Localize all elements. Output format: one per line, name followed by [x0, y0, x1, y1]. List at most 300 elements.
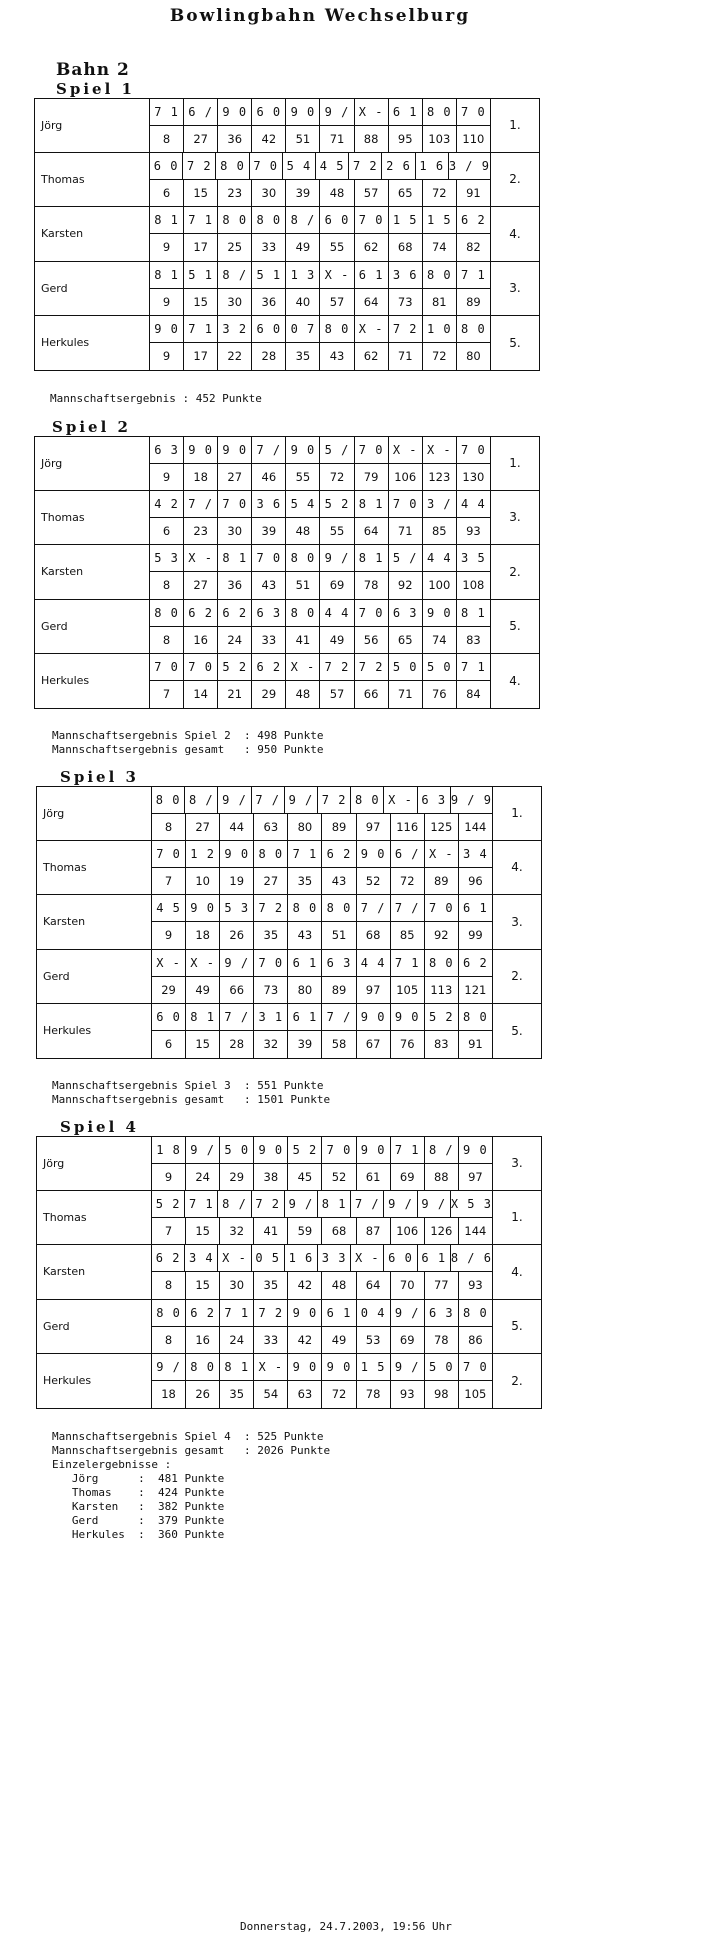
frame-cumulative: 35 [220, 1381, 254, 1407]
frame-cumulative: 35 [254, 922, 288, 948]
frame-cumulative: 116 [391, 814, 425, 840]
player-name: Jörg [35, 437, 150, 490]
frame-throws: 6 3 [418, 787, 451, 813]
frame-cumulative: 42 [288, 1327, 322, 1353]
frame-cumulative: 65 [389, 180, 423, 206]
frame-cumulative: 57 [355, 180, 389, 206]
player-row [34, 491, 540, 546]
frame-grid [152, 895, 493, 949]
frame-throws: 5 / [389, 545, 423, 571]
frame-throws: 6 2 [322, 841, 356, 867]
frame-cumulative: 71 [389, 681, 423, 707]
frame-throws: 3 5 [457, 545, 491, 571]
frame-cumulative: 27 [186, 814, 220, 840]
frame-cumulative: 33 [252, 627, 286, 653]
frame-cumulative: 35 [288, 868, 322, 894]
frame-cumulative: 9 [152, 922, 186, 948]
player-place: 3. [509, 281, 521, 296]
frame-grid [152, 787, 493, 840]
frame-throws: 9 0 [322, 1354, 356, 1380]
frame-cumulative: 68 [357, 922, 391, 948]
player-place: 1. [511, 806, 523, 821]
frame-cumulative: 39 [288, 1031, 322, 1057]
frame-cumulative: 23 [218, 180, 252, 206]
frame-cumulative: 28 [252, 343, 286, 369]
frame-throws: 7 2 [320, 654, 354, 680]
frame-cumulative: 21 [218, 681, 252, 707]
player-row [34, 262, 540, 317]
throws-row [152, 1300, 493, 1327]
frame-cumulative: 15 [186, 1218, 220, 1244]
frame-throws: 8 0 [150, 600, 184, 626]
frame-throws: 9 0 [357, 1004, 391, 1030]
frame-cumulative: 33 [252, 234, 286, 260]
frame-grid [152, 1300, 493, 1354]
player-row [36, 786, 542, 841]
frame-throws: 7 1 [457, 262, 491, 288]
frame-cumulative: 10 [186, 868, 220, 894]
frame-cumulative: 89 [322, 977, 356, 1003]
frame-cumulative: 130 [457, 464, 491, 490]
frame-throws: 7 2 [254, 1300, 288, 1326]
frame-throws: X - [152, 950, 186, 976]
frame-grid [150, 207, 491, 261]
game-summary [52, 1079, 330, 1107]
frame-cumulative: 110 [457, 126, 491, 152]
frame-throws: 7 / [391, 895, 425, 921]
player-place: 2. [511, 969, 523, 984]
summary-line: Mannschaftsergebnis gesamt : 950 Punkte [52, 743, 324, 756]
frame-throws: 6 3 [252, 600, 286, 626]
frame-throws: 6 3 [389, 600, 423, 626]
cumulative-row [152, 814, 493, 840]
throws-row [150, 316, 491, 343]
frame-throws: 7 2 [318, 787, 351, 813]
frame-throws: 7 1 [391, 950, 425, 976]
frame-cumulative: 97 [357, 814, 391, 840]
frame-throws: 1 5 [389, 207, 423, 233]
frame-throws: 3 4 [459, 841, 493, 867]
cumulative-row [150, 464, 491, 490]
frame-throws: 5 2 [320, 491, 354, 517]
frame-cumulative: 14 [184, 681, 218, 707]
frame-throws: 6 0 [252, 316, 286, 342]
frame-cumulative: 8 [150, 126, 184, 152]
frame-throws: 9 0 [459, 1137, 493, 1163]
frame-cumulative: 61 [357, 1164, 391, 1190]
frame-cumulative: 9 [150, 289, 184, 315]
frame-cumulative: 24 [220, 1327, 254, 1353]
throws-row [150, 99, 491, 126]
frame-cumulative: 41 [286, 627, 320, 653]
frame-throws: X - [384, 787, 417, 813]
frame-cumulative: 83 [457, 627, 491, 653]
throws-row [150, 437, 491, 464]
player-place: 5. [511, 1023, 523, 1038]
frame-throws: 6 3 [425, 1300, 459, 1326]
frame-cumulative: 63 [288, 1381, 322, 1407]
frame-throws: X - [254, 1354, 288, 1380]
frame-throws: 7 1 [220, 1300, 254, 1326]
frame-throws: 6 2 [184, 600, 218, 626]
frame-cumulative: 24 [218, 627, 252, 653]
frame-cumulative: 77 [425, 1272, 459, 1298]
frame-throws: 1 5 [423, 207, 457, 233]
frame-cumulative: 78 [425, 1327, 459, 1353]
frame-cumulative: 27 [184, 572, 218, 598]
game-title: Spiel 2 [52, 418, 131, 436]
frame-throws: 7 0 [355, 600, 389, 626]
frame-throws: 8 / [425, 1137, 459, 1163]
game-title: Spiel 1 [56, 80, 135, 98]
frame-cumulative: 80 [457, 343, 491, 369]
frame-throws: 8 / [185, 787, 218, 813]
frame-cumulative: 71 [389, 343, 423, 369]
throws-row [150, 654, 491, 681]
frame-throws: X - [184, 545, 218, 571]
frame-throws: 8 0 [286, 600, 320, 626]
player-name: Karsten [37, 895, 152, 949]
frame-cumulative: 108 [457, 572, 491, 598]
frame-throws: 8 0 [423, 262, 457, 288]
frame-throws: 6 2 [252, 654, 286, 680]
frame-throws: 9 / [391, 1354, 425, 1380]
frame-throws: 7 1 [184, 316, 218, 342]
frame-throws: 7 2 [254, 895, 288, 921]
frame-cumulative: 78 [355, 572, 389, 598]
frame-cumulative: 40 [286, 289, 320, 315]
frame-cumulative: 41 [254, 1218, 288, 1244]
frame-throws: X - [286, 654, 320, 680]
frame-cumulative: 27 [184, 126, 218, 152]
frame-cumulative: 7 [150, 681, 184, 707]
frame-cumulative: 49 [286, 234, 320, 260]
frame-cumulative: 48 [286, 681, 320, 707]
frame-throws: 3 / 9 [449, 153, 491, 179]
summary-line: Einzelergebnisse : [52, 1458, 172, 1471]
frame-throws: 3 / [423, 491, 457, 517]
frame-throws: 8 0 [322, 895, 356, 921]
frame-cumulative: 26 [186, 1381, 220, 1407]
throws-row [150, 491, 491, 518]
summary-line: Mannschaftsergebnis Spiel 3 : 551 Punkte [52, 1079, 324, 1092]
frame-throws: 8 0 [152, 787, 185, 813]
frame-throws: 8 1 [318, 1191, 351, 1217]
frame-throws: X - [186, 950, 220, 976]
player-name: Thomas [35, 153, 150, 207]
frame-cumulative: 63 [254, 814, 288, 840]
frame-cumulative: 106 [389, 464, 423, 490]
frame-cumulative: 27 [254, 868, 288, 894]
frame-cumulative: 92 [389, 572, 423, 598]
frame-cumulative: 25 [218, 234, 252, 260]
frame-grid [152, 1245, 493, 1299]
frame-throws: 6 3 [150, 437, 184, 463]
cumulative-row [150, 518, 491, 544]
frame-cumulative: 18 [184, 464, 218, 490]
frame-cumulative: 18 [152, 1381, 186, 1407]
frame-throws: 7 0 [250, 153, 283, 179]
frame-throws: 7 1 [184, 207, 218, 233]
frame-cumulative: 87 [357, 1218, 391, 1244]
frame-cumulative: 91 [459, 1031, 493, 1057]
frame-cumulative: 8 [150, 572, 184, 598]
player-place: 2. [509, 172, 521, 187]
frame-cumulative: 51 [286, 126, 320, 152]
frame-cumulative: 126 [425, 1218, 459, 1244]
player-row [34, 436, 540, 491]
frame-cumulative: 36 [252, 289, 286, 315]
frame-throws: 7 2 [349, 153, 382, 179]
frame-cumulative: 43 [288, 922, 322, 948]
frame-throws: 8 0 [218, 207, 252, 233]
frame-cumulative: 43 [320, 343, 354, 369]
frame-throws: 5 / [320, 437, 354, 463]
frame-cumulative: 100 [423, 572, 457, 598]
frame-throws: 9 / [285, 1191, 318, 1217]
player-name: Herkules [35, 316, 150, 370]
game-score-table [36, 786, 542, 1059]
frame-throws: 4 4 [320, 600, 354, 626]
player-row [36, 950, 542, 1005]
frame-throws: 8 0 [459, 1300, 493, 1326]
throws-row [150, 153, 491, 180]
frame-throws: 6 2 [459, 950, 493, 976]
player-name: Thomas [37, 841, 152, 895]
player-place: 1. [509, 456, 521, 471]
frame-cumulative: 76 [423, 681, 457, 707]
frame-throws: 4 5 [152, 895, 186, 921]
frame-cumulative: 49 [322, 1327, 356, 1353]
frame-throws: X - [218, 1245, 251, 1271]
frame-throws: 0 7 [286, 316, 320, 342]
frame-throws: 7 0 [355, 437, 389, 463]
frame-cumulative: 84 [457, 681, 491, 707]
frame-grid [150, 437, 491, 490]
player-place: 4. [509, 226, 521, 241]
frame-throws: 8 0 [457, 316, 491, 342]
player-place: 4. [511, 1264, 523, 1279]
player-name: Herkules [37, 1354, 152, 1408]
frame-cumulative: 29 [220, 1164, 254, 1190]
frame-cumulative: 29 [252, 681, 286, 707]
game-summary [52, 729, 324, 757]
frame-throws: 1 3 [286, 262, 320, 288]
player-name: Thomas [35, 491, 150, 545]
frame-throws: 8 / [218, 262, 252, 288]
game-summary [50, 392, 262, 406]
summary-line: Mannschaftsergebnis Spiel 2 : 498 Punkte [52, 729, 324, 742]
frame-cumulative: 8 [152, 1272, 186, 1298]
frame-grid [150, 545, 491, 599]
frame-throws: 5 4 [286, 491, 320, 517]
frame-throws: 7 0 [152, 841, 186, 867]
frame-cumulative: 79 [355, 464, 389, 490]
cumulative-row [150, 627, 491, 653]
frame-cumulative: 76 [391, 1031, 425, 1057]
frame-throws: 5 3 [150, 545, 184, 571]
frame-throws: 5 4 [283, 153, 316, 179]
frame-cumulative: 89 [457, 289, 491, 315]
frame-throws: 9 0 [288, 1354, 322, 1380]
frame-cumulative: 57 [320, 681, 354, 707]
frame-throws: 8 0 [152, 1300, 186, 1326]
throws-row [150, 262, 491, 289]
player-name: Thomas [37, 1191, 152, 1245]
frame-throws: 7 0 [252, 545, 286, 571]
summary-line: Herkules : 360 Punkte [52, 1528, 225, 1541]
frame-cumulative: 43 [252, 572, 286, 598]
player-row [36, 841, 542, 896]
frame-cumulative: 27 [218, 464, 252, 490]
frame-cumulative: 88 [425, 1164, 459, 1190]
frame-throws: 5 0 [425, 1354, 459, 1380]
player-row [34, 600, 540, 655]
frame-cumulative: 73 [389, 289, 423, 315]
frame-throws: 8 1 [186, 1004, 220, 1030]
frame-cumulative: 144 [459, 1218, 493, 1244]
frame-cumulative: 68 [322, 1218, 356, 1244]
player-name: Jörg [37, 787, 152, 840]
frame-cumulative: 93 [459, 1272, 493, 1298]
cumulative-row [150, 343, 491, 369]
frame-throws: 3 6 [389, 262, 423, 288]
frame-cumulative: 144 [459, 814, 493, 840]
frame-cumulative: 66 [355, 681, 389, 707]
frame-cumulative: 78 [357, 1381, 391, 1407]
frame-throws: 7 2 [252, 1191, 285, 1217]
frame-cumulative: 59 [288, 1218, 322, 1244]
frame-throws: 9 0 [288, 1300, 322, 1326]
cumulative-row [150, 572, 491, 598]
frame-cumulative: 26 [220, 922, 254, 948]
frame-cumulative: 30 [218, 518, 252, 544]
frame-throws: 7 2 [183, 153, 216, 179]
frame-grid [152, 950, 493, 1004]
frame-throws: 9 0 [391, 1004, 425, 1030]
player-name: Herkules [35, 654, 150, 708]
frame-throws: 7 1 [150, 99, 184, 125]
cumulative-row [150, 289, 491, 315]
frame-throws: 9 / [320, 545, 354, 571]
summary-line: Gerd : 379 Punkte [52, 1514, 225, 1527]
frame-throws: 2 6 [382, 153, 415, 179]
frame-throws: 7 0 [355, 207, 389, 233]
frame-throws: 8 1 [220, 1354, 254, 1380]
cumulative-row [152, 1164, 493, 1190]
player-place: 5. [509, 335, 521, 350]
frame-cumulative: 44 [220, 814, 254, 840]
player-place: 5. [509, 619, 521, 634]
frame-cumulative: 105 [391, 977, 425, 1003]
player-name: Karsten [35, 207, 150, 261]
frame-cumulative: 85 [423, 518, 457, 544]
frame-throws: 0 4 [357, 1300, 391, 1326]
frame-throws: 9 0 [357, 1137, 391, 1163]
frame-grid [152, 841, 493, 895]
frame-cumulative: 72 [423, 343, 457, 369]
frame-throws: 8 0 [425, 950, 459, 976]
frame-cumulative: 96 [459, 868, 493, 894]
summary-line: Jörg : 481 Punkte [52, 1472, 225, 1485]
frame-throws: X - [423, 437, 457, 463]
frame-throws: 5 0 [423, 654, 457, 680]
frame-cumulative: 16 [186, 1327, 220, 1353]
frame-throws: 9 / [218, 787, 251, 813]
frame-throws: 8 0 [459, 1004, 493, 1030]
frame-throws: 8 1 [218, 545, 252, 571]
frame-throws: 9 0 [186, 895, 220, 921]
frame-cumulative: 39 [252, 518, 286, 544]
frame-cumulative: 83 [425, 1031, 459, 1057]
player-name: Herkules [37, 1004, 152, 1058]
player-row [36, 1300, 542, 1355]
frame-throws: X - [355, 316, 389, 342]
frame-throws: 6 1 [459, 895, 493, 921]
sheet-title: Bowlingbahn Wechselburg [169, 6, 471, 26]
frame-throws: 6 0 [252, 99, 286, 125]
frame-throws: 9 0 [184, 437, 218, 463]
frame-throws: 7 1 [288, 841, 322, 867]
player-name: Karsten [37, 1245, 152, 1299]
frame-throws: 7 0 [425, 895, 459, 921]
frame-throws: 6 1 [322, 1300, 356, 1326]
frame-throws: 8 / [286, 207, 320, 233]
game-summary [52, 1430, 330, 1542]
frame-throws: 3 2 [218, 316, 252, 342]
frame-cumulative: 55 [320, 234, 354, 260]
frame-cumulative: 42 [288, 1272, 322, 1298]
frame-cumulative: 42 [252, 126, 286, 152]
frame-cumulative: 29 [152, 977, 186, 1003]
cumulative-row [150, 180, 491, 206]
frame-cumulative: 49 [320, 627, 354, 653]
frame-cumulative: 46 [252, 464, 286, 490]
throws-row [152, 841, 493, 868]
frame-throws: 9 / [220, 950, 254, 976]
frame-throws: X - [425, 841, 459, 867]
frame-cumulative: 64 [357, 1272, 391, 1298]
frame-cumulative: 22 [218, 343, 252, 369]
frame-throws: 9 / [186, 1137, 220, 1163]
player-name: Jörg [37, 1137, 152, 1190]
frame-cumulative: 30 [252, 180, 286, 206]
frame-throws: X 5 3 [451, 1191, 493, 1217]
frame-throws: 9 / [320, 99, 354, 125]
frame-cumulative: 18 [186, 922, 220, 948]
frame-cumulative: 70 [391, 1272, 425, 1298]
frame-throws: 7 0 [184, 654, 218, 680]
frame-throws: 6 3 [322, 950, 356, 976]
throws-row [152, 895, 493, 922]
throws-row [152, 787, 493, 814]
frame-cumulative: 38 [254, 1164, 288, 1190]
cumulative-row [152, 868, 493, 894]
frame-cumulative: 17 [184, 343, 218, 369]
game-title: Spiel 4 [60, 1118, 139, 1136]
frame-throws: 7 / [184, 491, 218, 517]
frame-throws: 6 2 [218, 600, 252, 626]
frame-cumulative: 28 [220, 1031, 254, 1057]
frame-throws: 9 / [285, 787, 318, 813]
frame-throws: 9 / [418, 1191, 451, 1217]
frame-throws: 9 0 [286, 99, 320, 125]
cumulative-row [150, 681, 491, 707]
frame-throws: 8 0 [351, 787, 384, 813]
player-name: Gerd [37, 1300, 152, 1354]
frame-cumulative: 43 [322, 868, 356, 894]
player-name: Gerd [35, 262, 150, 316]
